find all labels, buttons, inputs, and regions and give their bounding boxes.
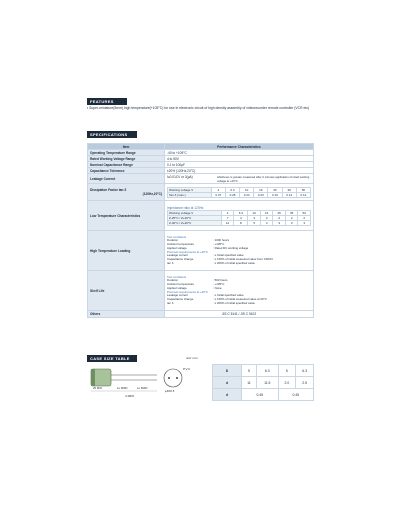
low-temp-row-label: Z-40°C / Z+20°C (168, 220, 222, 225)
low-temp-value: 2 (298, 215, 311, 220)
bottom-label: 4.3MIN (125, 394, 135, 398)
case-value: 6.3 (296, 365, 314, 377)
op-temp-value: -40 to +105°C (165, 150, 314, 156)
case-value: 0.45 (278, 389, 314, 401)
spec-header-item: Item (88, 144, 165, 150)
low-temp-row-label: Z-25°C / Z+20°C (168, 215, 222, 220)
tolerance-label: Capacitance Tolerance (88, 168, 165, 174)
case-value: 5 (242, 365, 257, 377)
spec-header-value: Performance Characteristics (165, 144, 314, 150)
condition-value: : Rated DC working voltage (213, 245, 249, 250)
shelf-label: Shelf Life (88, 271, 165, 311)
low-temp-value: 2 (285, 215, 298, 220)
dissipation-table (167, 187, 311, 198)
table-row (88, 201, 314, 231)
case-row-label: d (213, 389, 242, 401)
high-temp-test-title: Test conditions (167, 234, 187, 239)
condition-value: : 500 hours (213, 278, 228, 283)
dissipation-voltage: 35 (282, 187, 296, 192)
condition-value: : None (213, 285, 222, 290)
capacitor-drawing (87, 364, 199, 400)
rated-voltage-label: Rated Working Voltage Range (88, 156, 165, 162)
low-temp-value: 3 (273, 220, 286, 225)
leakage-label: Leakage Current (88, 174, 165, 184)
condition-key: Capacitance change (167, 296, 194, 301)
table-row (88, 311, 314, 318)
case-value: 6.3 (257, 365, 279, 377)
lead-hole (168, 377, 170, 379)
table-row (88, 231, 314, 271)
lead-hole (176, 377, 178, 379)
table-row (88, 184, 314, 201)
low-temp-label: Low Temperature Characteristics (88, 201, 165, 231)
condition-key: Applied voltage (167, 245, 187, 250)
case-value: 2.0 (278, 377, 296, 389)
case-value: 0.45 (242, 389, 279, 401)
lead-a-label: 25 MIN (93, 386, 103, 390)
dissipation-tan-label: Tan δ (max.) (168, 192, 212, 197)
low-temp-value: 3 (260, 215, 273, 220)
dissipation-cell (165, 184, 314, 201)
dissipation-voltage: 6.3 (225, 187, 239, 192)
dissipation-tan-row (168, 192, 311, 197)
capacitance-value: 0.1 to 100μF (165, 162, 314, 168)
condition-value: : ≤ ±20% of initial measured value from ±30%V (213, 256, 274, 261)
case-size-unit: unit: mm (186, 356, 198, 360)
dissipation-voltage-label: Working voltage V (168, 187, 212, 192)
lead-b-label: Ls 3MIN (117, 386, 128, 390)
low-temp-note: Impedance ratio at 120Hz (167, 205, 204, 210)
shelf-cell (165, 271, 314, 311)
dissipation-voltage: 25 (268, 187, 282, 192)
low-temp-voltage: 50 (298, 210, 311, 215)
condition-value: : ≤ Initial specified value (213, 293, 244, 298)
dissipation-value: 0.20 (254, 192, 268, 197)
condition-value: : ≤ 200% of initial specified value (213, 260, 255, 265)
high-temp-label: High Temperature Loading (88, 231, 165, 271)
dissipation-voltage: 50 (296, 187, 310, 192)
case-size-table (212, 364, 314, 401)
capacitor-stripe (91, 369, 95, 386)
condition-line (167, 262, 311, 266)
tolerance-value: ±20% (120Hz,20°C) (165, 168, 314, 174)
condition-value: : ≤ Initial specified value (213, 253, 244, 258)
low-temp-table (167, 210, 311, 226)
rated-voltage-value: 4 to 50V (165, 156, 314, 162)
others-label: Others (88, 311, 165, 318)
case-size-header: CASE SIZE TABLE (87, 355, 137, 362)
features-header: FEATURES (87, 98, 127, 105)
low-temp-value: 2 (273, 215, 286, 220)
low-temp-voltage: 25 (273, 210, 286, 215)
condition-value: : ≤ 200% of initial specified value (213, 300, 255, 305)
condition-value: : +105°C (213, 282, 225, 287)
dissipation-value: 0.14 (282, 192, 296, 197)
dissipation-sublabel: (120Hz,20°C) (142, 192, 162, 196)
dissipation-value: 0.24 (240, 192, 254, 197)
condition-key: tan δ (167, 260, 174, 265)
dissipation-value: 0.12 (296, 192, 310, 197)
low-temp-cell (165, 201, 314, 231)
low-temp-value: 3 (248, 215, 261, 220)
specifications-header: SPECIFICATIONS (87, 131, 137, 138)
condition-key: Ambient temperature (167, 242, 194, 247)
case-row (213, 389, 314, 401)
condition-value: : 1000 hours (213, 238, 230, 243)
dissipation-voltage: 4 (211, 187, 225, 192)
low-temp-voltage-label: Working voltage V (168, 210, 222, 215)
dissipation-value: 0.16 (268, 192, 282, 197)
features-text: • Super-miniature(5mm) high temperature(+105°C) for use in electronic circuit of high density assembly of videorecorder remote controller (VCR etc) (87, 106, 310, 110)
low-temp-value: 7 (221, 215, 234, 220)
dissipation-label (88, 184, 165, 201)
condition-key: Duration (167, 238, 178, 243)
dissipation-value: 0.28 (225, 192, 239, 197)
condition-key: Capacitance change (167, 256, 194, 261)
case-row (213, 365, 314, 377)
low-temp-value: 3 (298, 220, 311, 225)
dissipation-value: 0.37 (211, 192, 225, 197)
leakage-note: whichever is greater measured after 2 minutes application of rated working voltage at +20°C (217, 174, 310, 183)
pvc-label: P.V.C (183, 367, 191, 371)
specifications-table (87, 143, 314, 318)
low-temp-value: 4 (234, 215, 248, 220)
dissipation-label-text: Dissipation Factor tan δ (90, 188, 127, 192)
low-temp-row (168, 220, 311, 225)
table-row (88, 174, 314, 184)
low-temp-value: 5 (248, 220, 261, 225)
leakage-cell (165, 174, 314, 184)
table-row (88, 271, 314, 311)
condition-line (167, 302, 311, 306)
op-temp-label: Operating Temperature Range (88, 150, 165, 156)
condition-key: Ambient temperature (167, 282, 194, 287)
low-temp-voltage-row (168, 210, 311, 215)
diameter-label: φD±0.5 (165, 389, 175, 393)
low-temp-voltage: 6.3 (234, 210, 248, 215)
others-value: JIS C 5141 / JIS C 5102 (165, 311, 314, 318)
case-row-label: D (213, 365, 242, 377)
capacitor-top-view (164, 369, 182, 387)
low-temp-value: 8 (234, 220, 248, 225)
condition-value: : ≤ ±20% of initial measured value at 20°C (213, 296, 267, 301)
case-row (213, 377, 314, 389)
low-temp-value: 3 (285, 220, 298, 225)
low-temp-value: 12 (221, 220, 234, 225)
low-temp-voltage: 35 (285, 210, 298, 215)
low-temp-voltage: 4 (221, 210, 234, 215)
low-temp-voltage: 10 (248, 210, 261, 215)
low-temp-value: 4 (260, 220, 273, 225)
dissipation-voltage: 16 (254, 187, 268, 192)
case-value: 11 (242, 377, 257, 389)
low-temp-voltage: 16 (260, 210, 273, 215)
dissipation-voltage: 10 (240, 187, 254, 192)
shelf-test-title: Test conditions (167, 274, 187, 279)
capacitance-label: Nominal Capacitance Range (88, 162, 165, 168)
condition-key: Leakage current (167, 253, 188, 258)
condition-key: Duration (167, 278, 178, 283)
condition-key: Post test requirements at +20°C (167, 289, 209, 294)
condition-key: Leakage current (167, 293, 188, 298)
condition-key: tan δ (167, 300, 174, 305)
case-value: 5 (278, 365, 296, 377)
condition-key: Applied voltage (167, 285, 187, 290)
case-value: 2.5 (296, 377, 314, 389)
condition-value: : +105°C (213, 242, 225, 247)
condition-key: Post test requirements at +20°C (167, 249, 209, 254)
case-value: 11.5 (257, 377, 279, 389)
leakage-value: I≤0.01CV or 3(μA) (167, 174, 193, 179)
case-row-label: d (213, 377, 242, 389)
lead-c-label: Ls 3MIN (137, 386, 148, 390)
high-temp-cell (165, 231, 314, 271)
